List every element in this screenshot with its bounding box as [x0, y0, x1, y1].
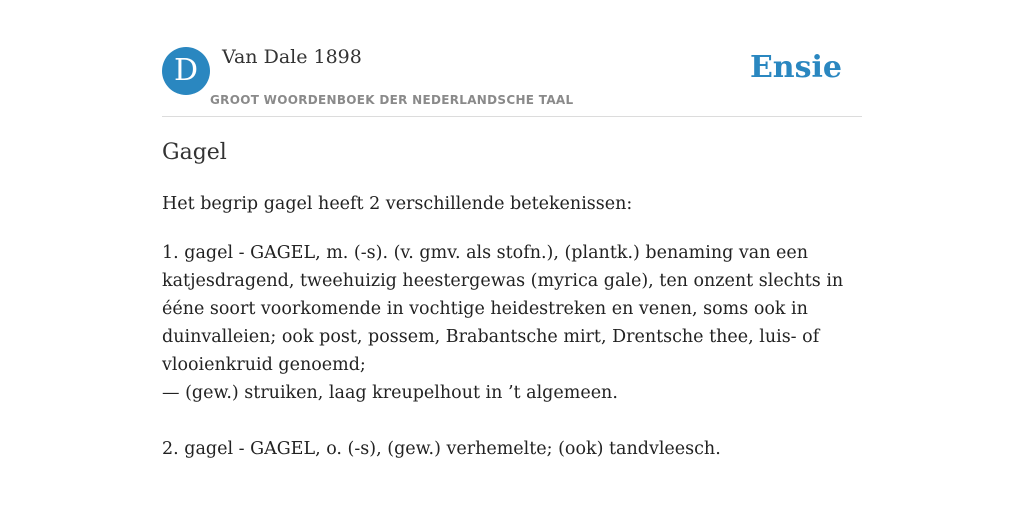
definition-item: 1. gagel - GAGEL, m. (-s). (v. gmv. als stofn.), (plantk.) benaming van een katjesdragend, tweehuizig heestergewas (myrica gale), ten onzent slechts in ééne soort voorkomende in vochtige heidestreken en venen, soms ook in duinvalleien; ook post, possem, Brabantsche mirt, Drentsche thee, luis- of vlooienkruid genoemd; — (gew.) struiken, laag kreupelhout in ’t algemeen.	[162, 243, 844, 403]
source-subtitle: GROOT WOORDENBOEK DER NEDERLANDSCHE TAAL	[210, 93, 574, 107]
page-title: Gagel	[162, 140, 227, 165]
header	[162, 46, 862, 117]
source-title[interactable]: Van Dale 1898	[222, 46, 362, 68]
definitions-list	[162, 239, 872, 491]
definition-item: 2. gagel - GAGEL, o. (-s), (gew.) verhemelte; (ook) tandvleesch.	[162, 439, 721, 459]
brand-logo[interactable]: Ensie	[749, 50, 842, 85]
intro-text: Het begrip gagel heeft 2 verschillende betekenissen:	[162, 194, 633, 214]
source-logo[interactable]: D	[162, 47, 210, 95]
